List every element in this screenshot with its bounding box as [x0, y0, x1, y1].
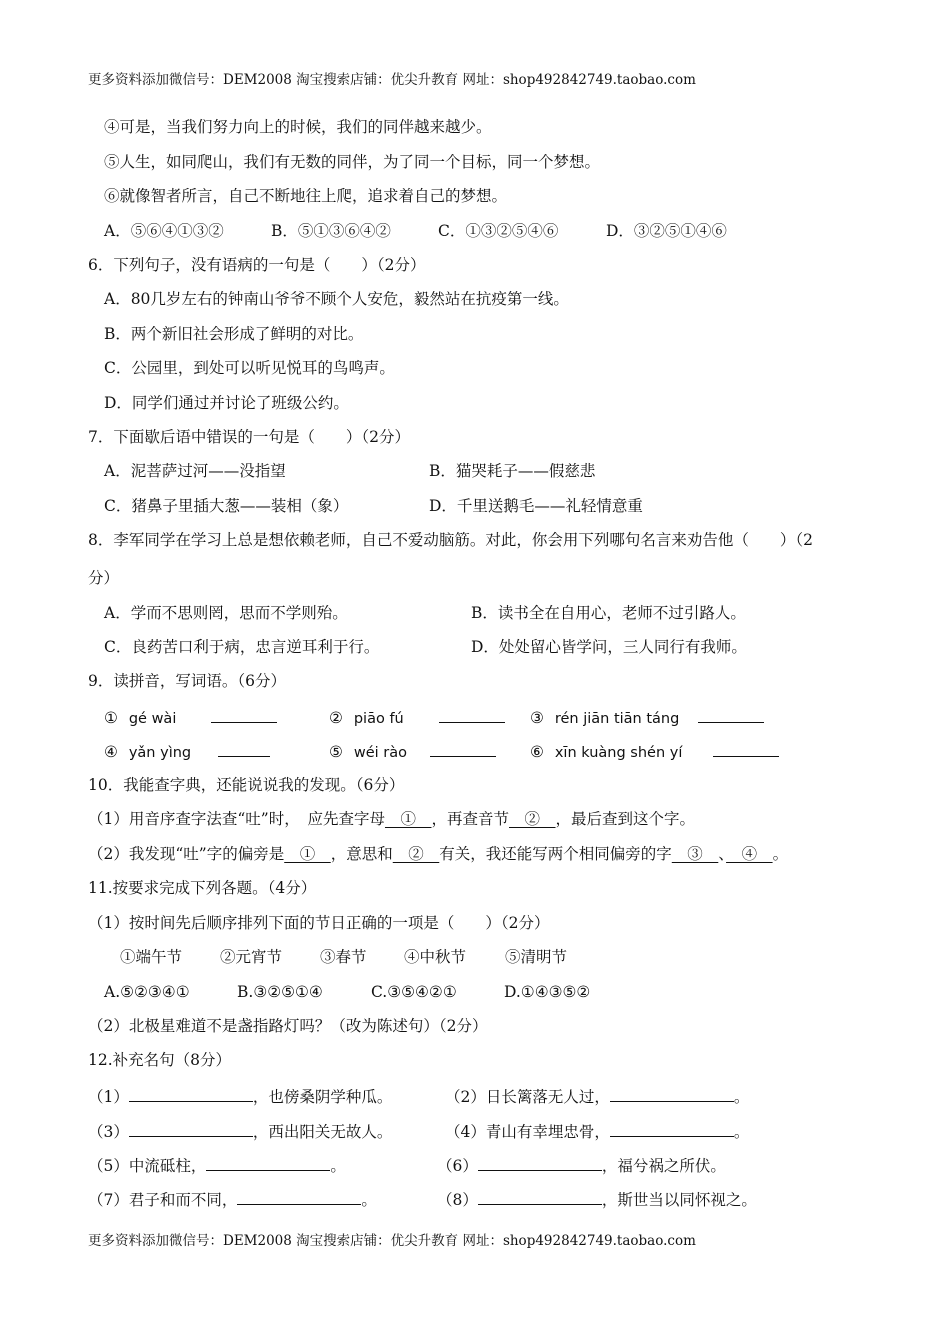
q12-item-5: （5）中流砥柱， 。: [88, 1154, 346, 1176]
q8-option-a: A．学而不思则罔，思而不学则殆。: [104, 604, 348, 622]
q6-option-a: A．80几岁左右的钟南山爷爷不顾个人安危，毅然站在抗疫第一线。: [104, 290, 569, 308]
answer-blank[interactable]: [218, 740, 270, 757]
q7-option-c: C．猪鼻子里插大葱——装相（象）: [104, 497, 349, 515]
q6-option-c: C．公园里，到处可以听见悦耳的鸟鸣声。: [104, 359, 395, 377]
q12-item-1: （1） ，也傍桑阴学种瓜。: [88, 1085, 392, 1107]
answer-blank[interactable]: [211, 706, 277, 723]
answer-blank[interactable]: [439, 706, 505, 723]
festival-4: ④中秋节: [404, 948, 467, 966]
q11-sub-1: （1）按时间先后顺序排列下面的节日正确的一项是（ ）（2分）: [88, 914, 550, 932]
q5-line-5: ⑤人生，如同爬山，我们有无数的同伴，为了同一个目标，同一个梦想。: [104, 153, 601, 171]
answer-blank[interactable]: ①: [384, 810, 432, 828]
q12-item-3: （3） ，西出阳关无故人。: [88, 1120, 392, 1142]
q5-line-4: ④可是，当我们努力向上的时候，我们的同伴越来越少。: [104, 118, 492, 136]
pinyin-text: gé wài: [128, 711, 177, 727]
festival-5: ⑤清明节: [505, 948, 568, 966]
q9-item-5: ⑤ wéi rào: [329, 740, 496, 763]
q6-option-b: B．两个新旧社会形成了鲜明的对比。: [104, 325, 364, 343]
q9-item-2: ② piāo fú: [329, 706, 505, 729]
q10-part-2: （2）我发现“吐”字的偏旁是 ① ，意思和 ② 有关，我还能写两个相同偏旁的字 ③ 、 ④ 。: [88, 845, 789, 863]
answer-blank[interactable]: [206, 1154, 330, 1171]
q9-item-3: ③ rén jiān tiān táng: [530, 706, 764, 729]
q6-stem: 6．下列句子，没有语病的一句是（ ）（2分）: [88, 256, 426, 274]
q5-option-b: B．⑤①③⑥④②: [271, 222, 391, 240]
answer-blank[interactable]: ③: [671, 845, 719, 863]
q9-item-6: ⑥ xīn kuàng shén yí: [530, 740, 779, 763]
q5-option-d: D．③②⑤①④⑥: [606, 222, 727, 240]
page-header: 更多资料添加微信号：DEM2008 淘宝搜索店铺：优尖升教育 网址：shop492842749.taobao.com: [88, 72, 696, 88]
festival-3: ③春节: [320, 948, 367, 966]
q11-option-d: D.①④③⑤②: [504, 983, 591, 1001]
q8-stem-cont: 分）: [88, 569, 120, 587]
answer-blank[interactable]: [129, 1085, 253, 1102]
pinyin-text: yǎn yìng: [128, 745, 192, 761]
answer-blank[interactable]: [129, 1120, 253, 1137]
pinyin-text: wéi rào: [353, 745, 407, 761]
pinyin-text: rén jiān tiān táng: [554, 711, 680, 727]
q7-option-a: A．泥菩萨过河——没指望: [104, 462, 286, 480]
answer-blank[interactable]: [478, 1188, 602, 1205]
festival-2: ②元宵节: [220, 948, 283, 966]
answer-blank[interactable]: [713, 740, 779, 757]
q7-stem: 7．下面歇后语中错误的一句是（ ）（2分）: [88, 428, 410, 446]
q12-item-8: （8） ，斯世当以同怀视之。: [437, 1188, 757, 1210]
q12-item-7: （7）君子和而不同， 。: [88, 1188, 377, 1210]
q12-item-4: （4）青山有幸埋忠骨， 。: [445, 1120, 749, 1142]
answer-blank[interactable]: ②: [392, 845, 440, 863]
answer-blank[interactable]: [610, 1120, 734, 1137]
page-footer: 更多资料添加微信号：DEM2008 淘宝搜索店铺：优尖升教育 网址：shop492842749.taobao.com: [88, 1233, 696, 1249]
answer-blank[interactable]: [237, 1188, 361, 1205]
q10-part-1: （1）用音序查字法查“吐”时， 应先查字母 ① ，再查音节 ② ，最后查到这个字。: [88, 810, 696, 828]
q10-stem: 10．我能查字典，还能说说我的发现。（6分）: [88, 776, 405, 794]
q11-option-b: B.③②⑤①④: [237, 983, 323, 1001]
q11-sub-2: （2）北极星难道不是盏指路灯吗？（改为陈述句）（2分）: [88, 1017, 488, 1035]
q7-option-b: B．猫哭耗子——假慈悲: [429, 462, 596, 480]
pinyin-text: xīn kuàng shén yí: [554, 745, 683, 761]
answer-blank[interactable]: ①: [284, 845, 331, 863]
q11-option-c: C.③⑤④②①: [371, 983, 457, 1001]
q8-option-d: D．处处留心皆学问，三人同行有我师。: [471, 638, 747, 656]
q6-option-d: D．同学们通过并讨论了班级公约。: [104, 394, 349, 412]
answer-blank[interactable]: ②: [509, 810, 556, 828]
festival-1: ①端午节: [120, 948, 183, 966]
answer-blank[interactable]: [430, 740, 496, 757]
q5-option-a: A．⑤⑥④①③②: [104, 222, 224, 240]
q12-item-6: （6） ，福兮祸之所伏。: [437, 1154, 726, 1176]
q12-stem: 12.补充名句（8分）: [88, 1051, 232, 1069]
answer-blank[interactable]: ④: [726, 845, 773, 863]
q7-option-d: D．千里送鹅毛——礼轻情意重: [429, 497, 643, 515]
q9-item-4: ④ yǎn yìng: [104, 740, 270, 763]
q9-item-1: ① gé wài: [104, 706, 277, 729]
q5-option-c: C．①③②⑤④⑥: [438, 222, 559, 240]
pinyin-text: piāo fú: [353, 711, 404, 727]
answer-blank[interactable]: [698, 706, 764, 723]
q9-stem: 9．读拼音，写词语。（6分）: [88, 672, 286, 690]
q8-option-b: B．读书全在自用心，老师不过引路人。: [471, 604, 746, 622]
q11-option-a: A.⑤②③④①: [104, 983, 190, 1001]
answer-blank[interactable]: [610, 1085, 734, 1102]
q11-stem: 11.按要求完成下列各题。（4分）: [88, 879, 317, 897]
q5-line-6: ⑥就像智者所言，自己不断地往上爬，追求着自己的梦想。: [104, 187, 508, 205]
answer-blank[interactable]: [478, 1154, 602, 1171]
q8-stem: 8．李军同学在学习上总是想依赖老师，自己不爱动脑筋。对此，你会用下列哪句名言来劝告他（ ）（2: [88, 531, 813, 549]
q12-item-2: （2）日长篱落无人过， 。: [445, 1085, 749, 1107]
q8-option-c: C．良药苦口利于病，忠言逆耳利于行。: [104, 638, 380, 656]
